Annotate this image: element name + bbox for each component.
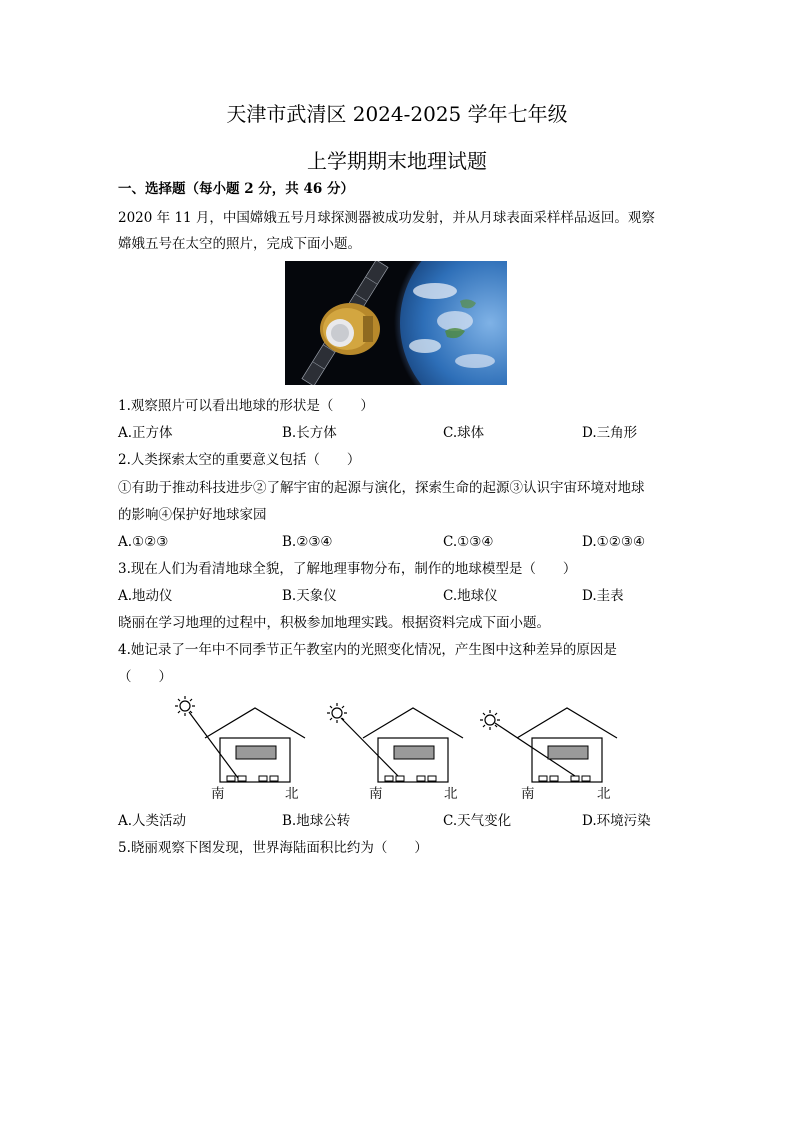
q2-option-c: C.①③④ — [443, 534, 494, 550]
q4-option-c: C.天气变化 — [443, 813, 512, 829]
q1-option-c: C.球体 — [443, 425, 485, 441]
q3-option-c: C.地球仪 — [443, 588, 498, 604]
q2-option-d: D.①②③④ — [582, 534, 646, 550]
north-label: 北 — [285, 786, 299, 802]
south-label: 南 — [521, 786, 535, 802]
q1-option-b: B.长方体 — [282, 425, 337, 441]
practice-intro: 晓丽在学习地理的过程中，积极参加地理实践。根据资料完成下面小题。 — [118, 615, 550, 631]
q3-option-d: D.圭表 — [582, 588, 624, 604]
question-5-stem: 5.晓丽观察下图发现，世界海陆面积比约为（ ） — [118, 840, 428, 856]
classroom-sunlight-diagram — [160, 694, 640, 804]
q2-option-b: B.②③④ — [282, 534, 333, 550]
sun-icon — [480, 710, 500, 730]
q3-option-b: B.天象仪 — [282, 588, 337, 604]
north-label: 北 — [597, 786, 611, 802]
q4-option-d: D.环境污染 — [582, 813, 651, 829]
intro-text-line2: 嫦娥五号在太空的照片，完成下面小题。 — [118, 236, 361, 252]
q1-option-d: D.三角形 — [582, 425, 638, 441]
sun-icon — [175, 696, 195, 716]
q4-option-b: B.地球公转 — [282, 813, 351, 829]
sun-icon — [327, 703, 347, 723]
q2-option-a: A.①②③ — [118, 534, 169, 550]
q4-option-a: A.人类活动 — [118, 813, 187, 829]
question-2-stem-line2: ①有助于推动科技进步②了解宇宙的起源与演化，探索生命的起源③认识宇宙环境对地球 — [118, 480, 645, 496]
question-3-stem: 3.现在人们为看清地球全貌，了解地理事物分布，制作的地球模型是（ ） — [118, 561, 577, 577]
change5-earth-photo — [285, 261, 507, 385]
question-2-stem-line3: 的影响④保护好地球家园 — [118, 507, 267, 523]
south-label: 南 — [211, 786, 225, 802]
question-1-stem: 1.观察照片可以看出地球的形状是（ ） — [118, 398, 374, 414]
exam-title-line1: 天津市武清区 2024-2025 学年七年级 — [226, 102, 568, 126]
north-label: 北 — [444, 786, 458, 802]
question-4-stem: 4.她记录了一年中不同季节正午教室内的光照变化情况，产生图中这种差异的原因是 — [118, 642, 617, 658]
q1-option-a: A.正方体 — [118, 425, 173, 441]
intro-text-line1: 2020 年 11 月，中国嫦娥五号月球探测器被成功发射，并从月球表面采样样品返回。观察 — [118, 210, 655, 226]
section-heading: 一、选择题（每小题 2 分，共 46 分） — [118, 181, 354, 197]
exam-title-line2: 上学期期末地理试题 — [307, 149, 487, 173]
south-label: 南 — [369, 786, 383, 802]
q3-option-a: A.地动仪 — [118, 588, 173, 604]
question-4-stem-line2: （ ） — [118, 669, 172, 685]
question-2-stem: 2.人类探索太空的重要意义包括（ ） — [118, 452, 361, 468]
